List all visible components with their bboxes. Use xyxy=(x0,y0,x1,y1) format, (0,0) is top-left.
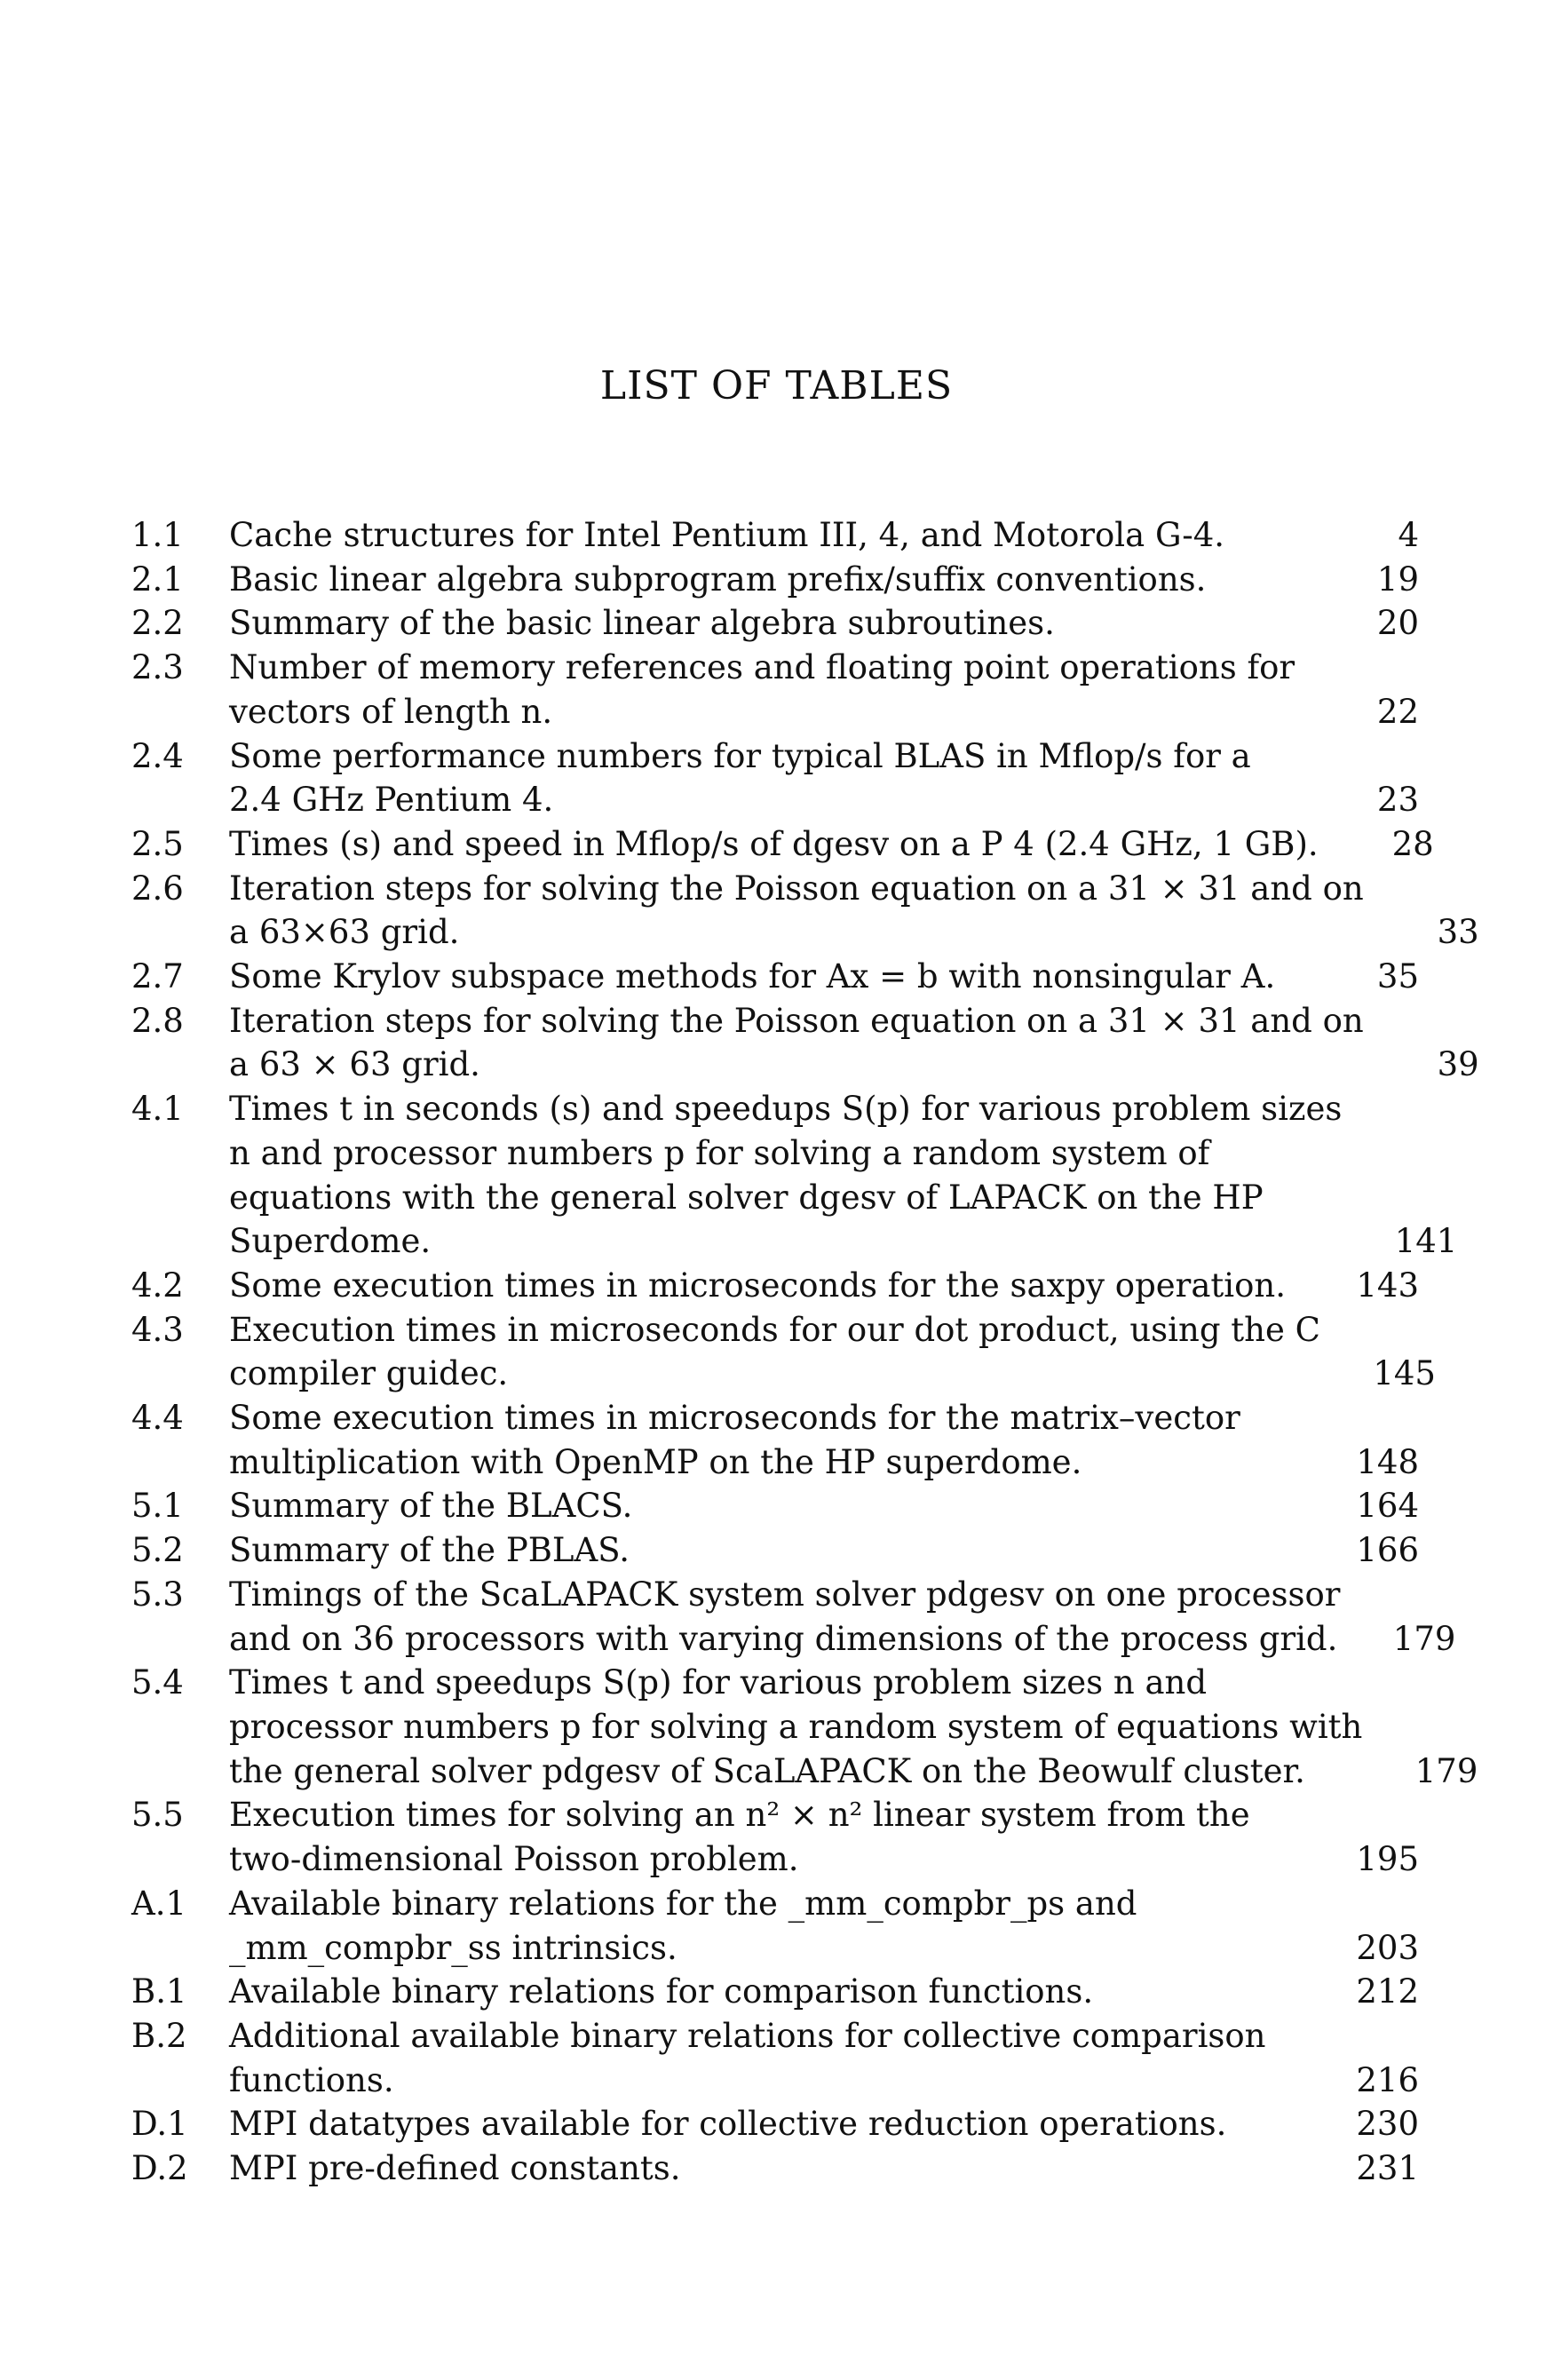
table-entry[interactable] xyxy=(131,1661,1478,1793)
table-caption xyxy=(229,1793,1321,1881)
table-number: 4.4 xyxy=(131,1399,184,1438)
table-entry[interactable] xyxy=(131,1308,1436,1396)
table-number: B.2 xyxy=(131,2016,187,2055)
table-entry[interactable] xyxy=(131,2146,1419,2191)
table-entry[interactable] xyxy=(131,1528,1419,1573)
caption-line: Execution times for solving an n² × n² linear system from the xyxy=(229,1796,1250,1835)
caption-line: Timings of the ScaLAPACK system solver pdgesv on one processor xyxy=(229,1575,1341,1614)
table-caption xyxy=(229,513,1321,558)
table-caption xyxy=(229,1882,1321,1970)
caption-line: Execution times in microseconds for our dot product, using the C xyxy=(229,1310,1320,1349)
table-entry[interactable] xyxy=(131,558,1419,602)
caption-line: n and processor numbers p for solving a random system of xyxy=(229,1133,1210,1172)
table-entry[interactable] xyxy=(131,955,1419,999)
table-entry[interactable] xyxy=(131,1087,1458,1264)
table-number: 5.1 xyxy=(131,1487,184,1526)
page-number: 195 xyxy=(1356,1840,1419,1879)
caption-line: Times t in seconds (s) and speedups S(p) for various problem sizes xyxy=(229,1090,1343,1129)
table-entry[interactable] xyxy=(131,999,1479,1087)
page-number: 148 xyxy=(1356,1442,1419,1481)
caption-line: Cache structures for Intel Pentium III, 4, and Motorola G-4. xyxy=(229,516,1225,554)
table-caption xyxy=(229,1528,1321,1573)
table-caption xyxy=(229,734,1321,822)
caption-line: Some performance numbers for typical BLAS in Mflop/s for a xyxy=(229,736,1251,775)
caption-line: MPI pre-defined constants. xyxy=(229,2149,681,2188)
table-number: D.2 xyxy=(131,2149,188,2188)
caption-line: Available binary relations for comparison functions. xyxy=(229,1972,1094,2011)
table-caption xyxy=(229,2014,1321,2102)
caption-line: Some Krylov subspace methods for Ax = b with nonsingular A. xyxy=(229,957,1276,996)
caption-line: Some execution times in microseconds for the matrix–vector xyxy=(229,1399,1240,1438)
page-number: 179 xyxy=(1392,1619,1456,1658)
caption-line: Available binary relations for the _mm_compbr_ps and xyxy=(229,1884,1137,1923)
caption-line: Basic linear algebra subprogram prefix/suffix conventions. xyxy=(229,559,1207,599)
page-number: 231 xyxy=(1356,2149,1419,2188)
table-entry[interactable] xyxy=(131,2102,1419,2146)
table-number: B.1 xyxy=(131,1972,187,2011)
page-number: 164 xyxy=(1356,1487,1419,1526)
caption-line: Summary of the PBLAS. xyxy=(229,1531,630,1570)
table-number: 4.3 xyxy=(131,1310,184,1349)
page-number: 230 xyxy=(1356,2105,1419,2144)
table-caption xyxy=(229,2146,1321,2191)
table-number: 5.4 xyxy=(131,1663,184,1702)
table-caption xyxy=(229,867,1382,955)
caption-line: _mm_compbr_ss intrinsics. xyxy=(229,1928,677,1967)
caption-line: Summary of the basic linear algebra subroutines. xyxy=(229,604,1055,643)
caption-line: Times t and speedups S(p) for various problem sizes n and xyxy=(229,1663,1208,1702)
page-number: 19 xyxy=(1376,559,1419,599)
table-number: 5.3 xyxy=(131,1575,184,1614)
page-number: 203 xyxy=(1356,1928,1419,1967)
caption-line: two-dimensional Poisson problem. xyxy=(229,1840,799,1879)
page-number: 166 xyxy=(1356,1531,1419,1570)
table-number: 2.5 xyxy=(131,824,184,863)
caption-line: multiplication with OpenMP on the HP superdome. xyxy=(229,1442,1082,1481)
table-caption xyxy=(229,646,1321,734)
page-number: 216 xyxy=(1356,2060,1419,2099)
page-number: 179 xyxy=(1414,1751,1478,1790)
table-number: D.1 xyxy=(131,2105,188,2144)
table-number: 2.6 xyxy=(131,869,184,908)
table-entry[interactable] xyxy=(131,646,1419,734)
caption-line: 2.4 GHz Pentium 4. xyxy=(229,781,554,820)
table-number: 4.2 xyxy=(131,1265,184,1305)
table-entry[interactable] xyxy=(131,734,1419,822)
page-number: 35 xyxy=(1376,957,1419,996)
page-title: LIST OF TABLES xyxy=(599,363,954,409)
page-number: 212 xyxy=(1356,1972,1419,2011)
page-number: 143 xyxy=(1356,1265,1419,1305)
caption-line: Iteration steps for solving the Poisson equation on a 31 × 31 and on xyxy=(229,1001,1364,1040)
table-caption xyxy=(229,2102,1321,2146)
caption-line: compiler guidec. xyxy=(229,1354,509,1393)
table-number: 2.4 xyxy=(131,736,184,775)
table-entry[interactable] xyxy=(131,1970,1419,2014)
table-caption xyxy=(229,1484,1321,1528)
page-number: 145 xyxy=(1373,1354,1436,1393)
caption-line: a 63 × 63 grid. xyxy=(229,1045,480,1084)
page-number: 4 xyxy=(1398,516,1419,554)
table-number: 2.8 xyxy=(131,1001,184,1040)
table-number: 2.3 xyxy=(131,648,184,687)
caption-line: a 63×63 grid. xyxy=(229,913,460,952)
table-entry[interactable] xyxy=(131,1882,1419,1970)
table-number: 1.1 xyxy=(131,516,184,554)
table-caption xyxy=(229,601,1321,646)
page-number: 28 xyxy=(1391,824,1434,863)
page-number: 141 xyxy=(1394,1222,1458,1261)
table-caption xyxy=(229,822,1336,867)
caption-line: Number of memory references and floating point operations for xyxy=(229,648,1295,687)
table-entry[interactable] xyxy=(131,1264,1419,1308)
caption-line: vectors of length n. xyxy=(229,692,553,731)
table-caption xyxy=(229,1087,1359,1264)
caption-line: and on 36 processors with varying dimensions of the process grid. xyxy=(229,1619,1338,1658)
table-caption xyxy=(229,1970,1321,2014)
table-caption xyxy=(229,1264,1321,1308)
table-entry[interactable] xyxy=(131,2014,1419,2102)
caption-line: Additional available binary relations for collective comparison xyxy=(229,2016,1266,2055)
caption-line: the general solver pdgesv of ScaLAPACK on the Beowulf cluster. xyxy=(229,1751,1305,1790)
table-number: 2.2 xyxy=(131,604,184,643)
table-caption xyxy=(229,1396,1321,1484)
table-caption xyxy=(229,1661,1380,1793)
table-entry[interactable] xyxy=(131,822,1434,867)
caption-line: Iteration steps for solving the Poisson equation on a 31 × 31 and on xyxy=(229,869,1364,908)
caption-line: equations with the general solver dgesv of LAPACK on the HP xyxy=(229,1178,1264,1217)
caption-line: processor numbers p for solving a random system of equations with xyxy=(229,1707,1363,1746)
table-entry[interactable] xyxy=(131,513,1419,558)
table-caption xyxy=(229,1573,1358,1661)
list-of-tables xyxy=(131,513,1479,2191)
page-number: 22 xyxy=(1376,692,1419,731)
table-caption xyxy=(229,558,1321,602)
table-entry[interactable] xyxy=(131,867,1479,955)
caption-line: Times (s) and speed in Mflop/s of dgesv on a P 4 (2.4 GHz, 1 GB). xyxy=(229,824,1319,863)
caption-line: functions. xyxy=(229,2060,394,2099)
table-number: A.1 xyxy=(131,1884,187,1923)
table-caption xyxy=(229,955,1321,999)
caption-line: Some execution times in microseconds for the saxpy operation. xyxy=(229,1265,1286,1305)
page-number: 33 xyxy=(1437,913,1479,952)
table-entry[interactable] xyxy=(131,1793,1419,1881)
page-number: 39 xyxy=(1437,1045,1479,1084)
page-number: 20 xyxy=(1376,604,1419,643)
table-caption xyxy=(229,1308,1338,1396)
table-entry[interactable] xyxy=(131,1484,1419,1528)
table-entry[interactable] xyxy=(131,601,1419,646)
table-number: 5.2 xyxy=(131,1531,184,1570)
table-entry[interactable] xyxy=(131,1573,1456,1661)
page-number: 23 xyxy=(1376,781,1419,820)
table-caption xyxy=(229,999,1382,1087)
table-number: 2.7 xyxy=(131,957,184,996)
caption-line: Superdome. xyxy=(229,1222,432,1261)
caption-line: Summary of the BLACS. xyxy=(229,1487,633,1526)
table-number: 5.5 xyxy=(131,1796,184,1835)
caption-line: MPI datatypes available for collective reduction operations. xyxy=(229,2105,1227,2144)
table-number: 2.1 xyxy=(131,559,184,599)
table-entry[interactable] xyxy=(131,1396,1419,1484)
table-number: 4.1 xyxy=(131,1090,184,1129)
